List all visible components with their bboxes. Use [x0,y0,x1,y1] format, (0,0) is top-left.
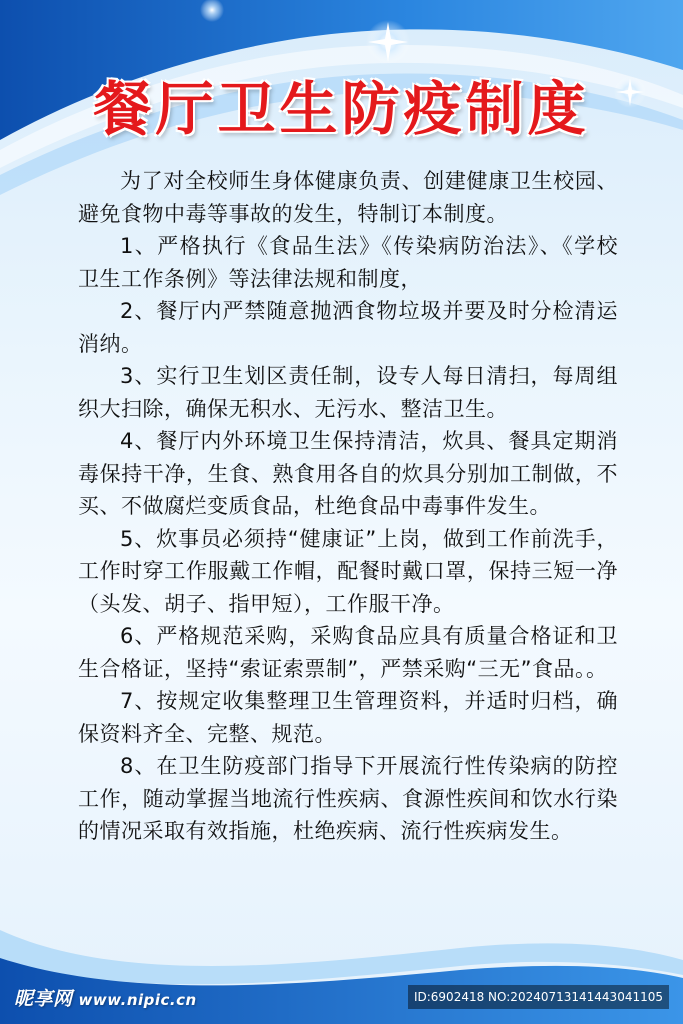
watermark-id: ID:6902418 NO:20240713141443041105 [408,985,669,1009]
watermark-site: www.nipic.cn [78,991,197,1009]
rule-item-5: 5、炊事员必须持“健康证”上岗，做到工作前洗手，工作时穿工作服戴工作帽，配餐时戴口罩，保持三短一净（头发、胡子、指甲短），工作服干净。 [78,526,618,616]
rule-item-8: 8、在卫生防疫部门指导下开展流行性传染病的防控工作，随动掌握当地流行性疾病、食源性疾间和饮水行染的情况采取有效指施，杜绝疾病、流行性疾病发生。 [78,754,618,843]
page-title: 餐厅卫生防疫制度 [93,75,590,143]
rule-item-4: 4、餐厅内外环境卫生保持清洁，炊具、餐具定期消毒保持干净，生食、熟食用各自的炊具分别加工制做，不买、不做腐烂变质食品，杜绝食品中毒事件发生。 [78,429,618,518]
rule-item-1: 1、严格执行《食品生法》《传染病防治法》、《学校卫生工作条例》等法律法规和制度， [78,234,618,291]
intro-paragraph: 为了对全校师生身体健康负责、创建健康卫生校园、避免食物中毒等事故的发生，特制订本制度。 [78,169,618,226]
rule-item-7: 7、按规定收集整理卫生管理资料，并适时归档，确保资料齐全、完整、规范。 [78,689,618,746]
watermark-brand-name: 昵享网 [14,988,73,1010]
rule-item-2: 2、餐厅内严禁随意抛洒食物垃圾并要及时分检清运消纳。 [78,299,618,356]
rule-item-3: 3、实行卫生划区责任制，设专人每日清扫，每周组织大扫除，确保无积水、无污水、整洁卫生。 [78,364,618,421]
watermark-brand [14,984,197,1011]
sparkle-icon [366,20,410,64]
rule-item-6: 6、严格规范采购，采购食品应具有质量合格证和卫生合格证，坚持“索证索票制”，严禁采购“三无”食品。。 [78,624,618,681]
regulation-body [78,165,618,848]
